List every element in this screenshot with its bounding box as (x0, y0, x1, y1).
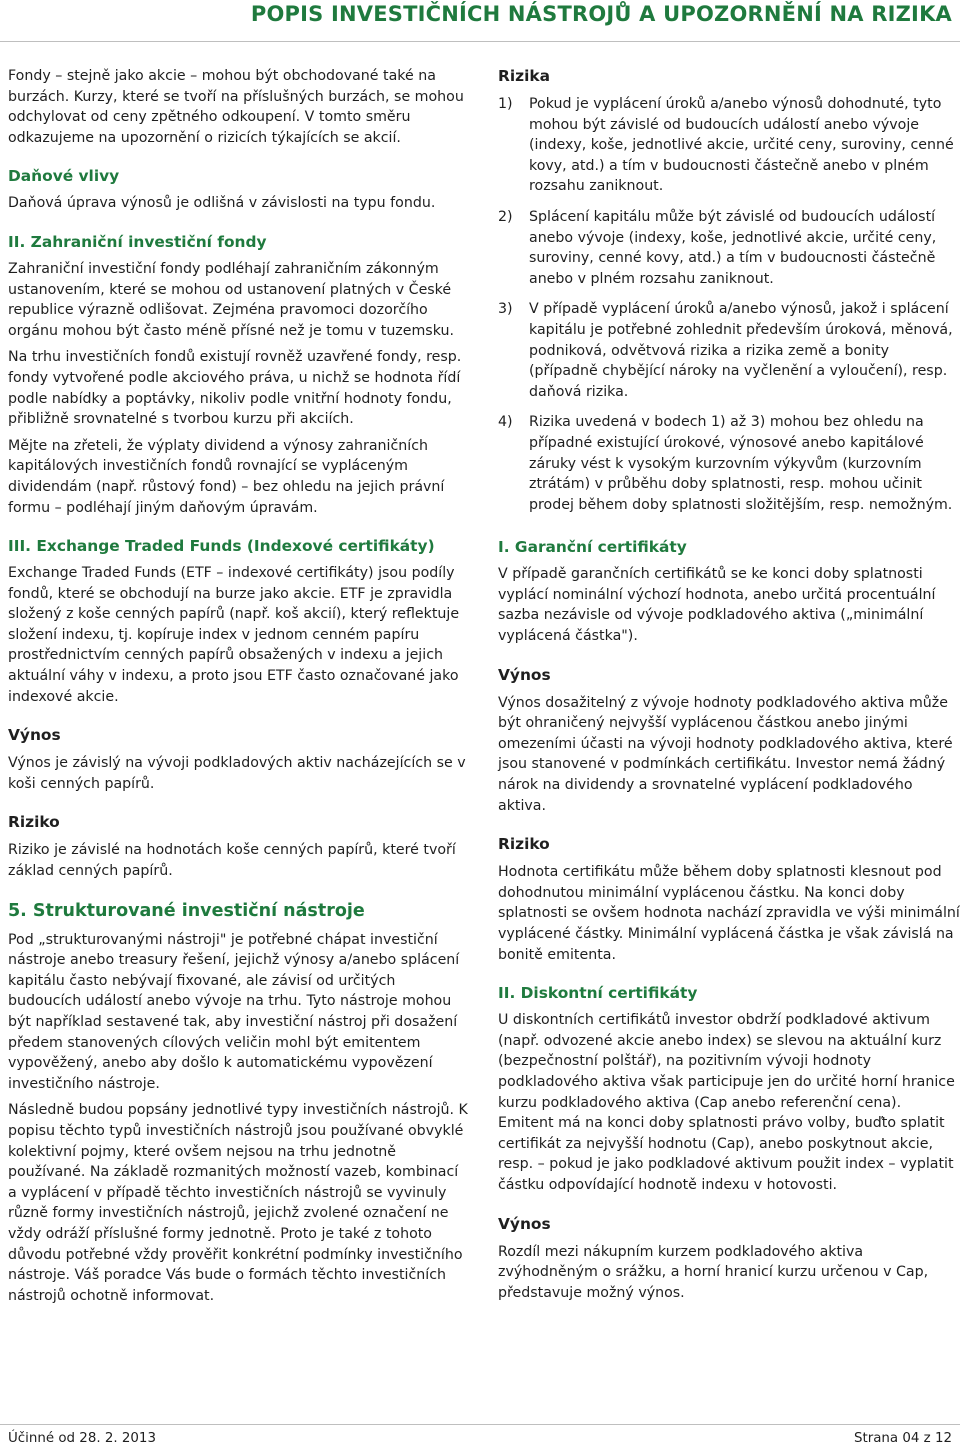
risks-heading: Rizika (498, 67, 550, 85)
discount-yield-heading: Výnos (498, 1214, 551, 1233)
guarantee-yield-text: Výnos dosažitelný z vývoje hodnoty podkladového aktiva může být ohraničený nejvyšší vyplácenou částkou anebo jinými omezeními účasti na vývoji hodnoty podkladového aktiva, které jsou stanovené v podmínkách certifikátu. Investor nemá žádný nárok na dividendy a srovnatelné vyplácení podkladového aktiva. (498, 694, 953, 814)
structured-instruments-heading: 5. Strukturované investiční nástroje (8, 900, 365, 921)
list-item-number: 4) (498, 414, 513, 431)
page-header-title: POPIS INVESTIČNÍCH NÁSTROJŮ A UPOZORNĚNÍ NA RIZIKA (250, 2, 952, 26)
header-divider (0, 41, 960, 42)
left-column (8, 66, 470, 1312)
etf-risk-text: Riziko je závislé na hodnotách koše cenných papírů, které tvoří základ cenných papírů. (8, 842, 456, 880)
list-item-number: 1) (498, 96, 513, 112)
guarantee-risk-text: Hodnota certifikátu může během doby splatnosti klesnout pod dohodnutou minimální vyplácenou částku. Na konci doby splatnosti se ovšem hodnota nachází zpravidla ve výši minimální vyplácené částky. Minimální vyplácená částka je však závislá na bonitě emitenta. (498, 864, 960, 963)
etf-paragraph: Exchange Traded Funds (ETF – indexové certifikáty) jsou podíly fondů, které se obchodují na burze jako akcie. ETF je zpravidla složený z koše cenných papírů (např. koš akcií), který reflektuje složení indexu, tj. kopíruje index v jednom cenném papíru prostřednictvím cenných papírů obsažených v indexu a jejich aktuální váhy v indexu, a proto jsou ETF často označované jako indexové akcie. (8, 565, 460, 705)
list-item-text: Rizika uvedená v bodech 1) až 3) mohou bez ohledu na případné existující úrokové, výnosové anebo kapitálové záruky vést k vysokým kurzovním výkyvům (kurzovním ztrátám) v průběhu doby splatnosti, resp. mohou učinit prodej během doby splatnosti složitějším, resp. nemožným. (529, 414, 953, 513)
list-item-number: 3) (498, 301, 513, 318)
effective-date: Účinné od 28. 2. 2013 (8, 1431, 156, 1446)
list-item (498, 207, 960, 289)
guarantee-yield-heading: Výnos (498, 665, 551, 684)
discount-certificates-heading: II. Diskontní certifikáty (498, 984, 698, 1003)
footer-divider (0, 1424, 960, 1425)
structured-paragraph-2: Následně budou popsány jednotlivé typy investičních nástrojů. K popisu těchto typů investičních nástrojů jsou používané obvyklé kolektivní pojmy, které ovšem nejsou na trhu jednotně používané. Na základě rozmanitých možností vazeb, kombinací a vyplácení v případě těchto investičních nástrojů se vyvinuly různě formy investičních nástrojů, jejichž zvolené označení ne vždy odráží příslušné formy jednotně. Proto je také z tohoto důvodu potřebné vždy prověřit konkrétní podmínky investičního nástroje. Váš poradce Vás bude o formách těchto investičních nástrojů ochotně informovat. (8, 1102, 468, 1304)
etf-heading: III. Exchange Traded Funds (Indexové certifikáty) (8, 537, 435, 556)
intro-paragraph: Fondy – stejně jako akcie – mohou být obchodované také na burzách. Kurzy, které se tvoří na příslušných burzách, se mohou odchylovat od ceny zpětného odkoupení. V tomto směru odkazujeme na upozornění o rizicích týkajících se akcií. (8, 68, 464, 146)
foreign-funds-paragraph-2: Na trhu investičních fondů existují rovněž uzavřené fondy, resp. fondy vytvořené podle akciového práva, u nichž se hodnota řídí podle nabídky a poptávky, nikoliv podle vnitřní hodnoty fondu, přibližně srovnatelné s tvorbou kurzu při akciích. (8, 349, 462, 428)
foreign-funds-paragraph-1: Zahraniční investiční fondy podléhají zahraničním zákonným ustanovením, které se mohou od ustanovení platných v České republice výrazně odlišovat. Zejména pravomoci dozorčího orgánu mohou být často méně přísné než je tomu v tuzemsku. (8, 260, 454, 339)
foreign-funds-heading: II. Zahraniční investiční fondy (8, 232, 267, 251)
tax-effects-text: Daňová úprava výnosů je odlišná v závislosti na typu fondu. (8, 195, 436, 212)
list-item-number: 2) (498, 208, 513, 225)
list-item-text: V případě vyplácení úroků a/anebo výnosů, jakož i splácení kapitálu je potřebné zohlednit především úroková, měnová, podniková, odvětvová rizika a rizika země a bonity (případně chybějící nároky na vyčlenění a vyloučení), resp. daňová rizika. (529, 301, 953, 400)
risks-list (498, 94, 960, 515)
guarantee-certificates-heading: I. Garanční certifikáty (498, 538, 687, 557)
right-column (498, 66, 960, 1309)
tax-effects-heading: Daňové vlivy (8, 167, 120, 186)
discount-certificates-text: U diskontních certifikátů investor obdrží podkladové aktivum (např. odvozené akcie anebo index) se slevou na aktuální kurz (bezpečnostní polštář), na pozitivním vývoji hodnoty podkladového aktiva však participuje jen do určité horní hranice kurzu podkladového aktiva (Cap anebo referenční cena). Emitent má na konci doby splatnosti právo volby, buďto splatit certifikát za nejvyšší hodnotu (Cap), anebo poskytnout akcie, resp. – pokud je jako podkladové aktivum použit index – vyplatit částku odpovídající hodnotě indexu v hotovosti. (498, 1012, 955, 1193)
foreign-funds-paragraph-3: Mějte na zřeteli, že výplaty dividend a výnosy zahraničních kapitálových investičních fondů rovnající se vypláceným dividendám (např. růstový fond) – bez ohledu na jejich právní formu – podléhají jiným daňovým úpravám. (8, 437, 445, 516)
etf-yield-text: Výnos je závislý na vývoji podkladových aktiv nacházejících se v koši cenných papírů. (8, 755, 466, 792)
discount-yield-text: Rozdíl mezi nákupním kurzem podkladového aktiva zvýhodněným o srážku, a horní hranicí kurzu určenou v Cap, představuje možný výnos. (498, 1243, 929, 1301)
page-number: Strana 04 z 12 (853, 1431, 952, 1446)
list-item-text: Pokud je vyplácení úroků a/anebo výnosů dohodnuté, tyto mohou být závislé od budoucích událostí anebo vývoje (indexy, koše, jednotlivé akcie, určité ceny, suroviny, cenné kovy, atd.) a tím v budoucnosti částečně anebo v plném rozsahu zaniknout. (529, 96, 954, 195)
list-item (498, 94, 960, 197)
list-item (498, 299, 960, 402)
etf-yield-heading: Výnos (8, 726, 61, 745)
list-item-text: Splácení kapitálu může být závislé od budoucích událostí anebo vývoje (indexy, koše, jednotlivé akcie, určité ceny, suroviny, cenné kovy, atd.) a tím v budoucnosti částečně anebo v plném rozsahu zaniknout. (529, 208, 937, 287)
structured-paragraph-1: Pod „strukturovanými nástroji" je potřebné chápat investiční nástroje anebo treasury řešení, jejichž výnosy a/anebo splácení kapitálu často nebývají fixované, ale závisí od určitých budoucích událostí anebo vývoje na trhu. Tyto nástroje mohou být například sestavené tak, aby investiční nástroj při dosažení předem stanovených cílových veličin mohl být emitentem vypověžený, anebo aby došlo k automatickému vypovězení investičního nástroje. (8, 931, 460, 1092)
etf-risk-heading: Riziko (8, 813, 60, 832)
list-item (498, 412, 960, 515)
guarantee-risk-heading: Riziko (498, 835, 550, 854)
guarantee-certificates-text: V případě garančních certifikátů se ke konci doby splatnosti vyplácí nominální výchozí hodnota, anebo určitá procentuální sazba nezávisle od vývoje podkladového aktiva („minimální vyplácená částka"). (498, 566, 936, 645)
